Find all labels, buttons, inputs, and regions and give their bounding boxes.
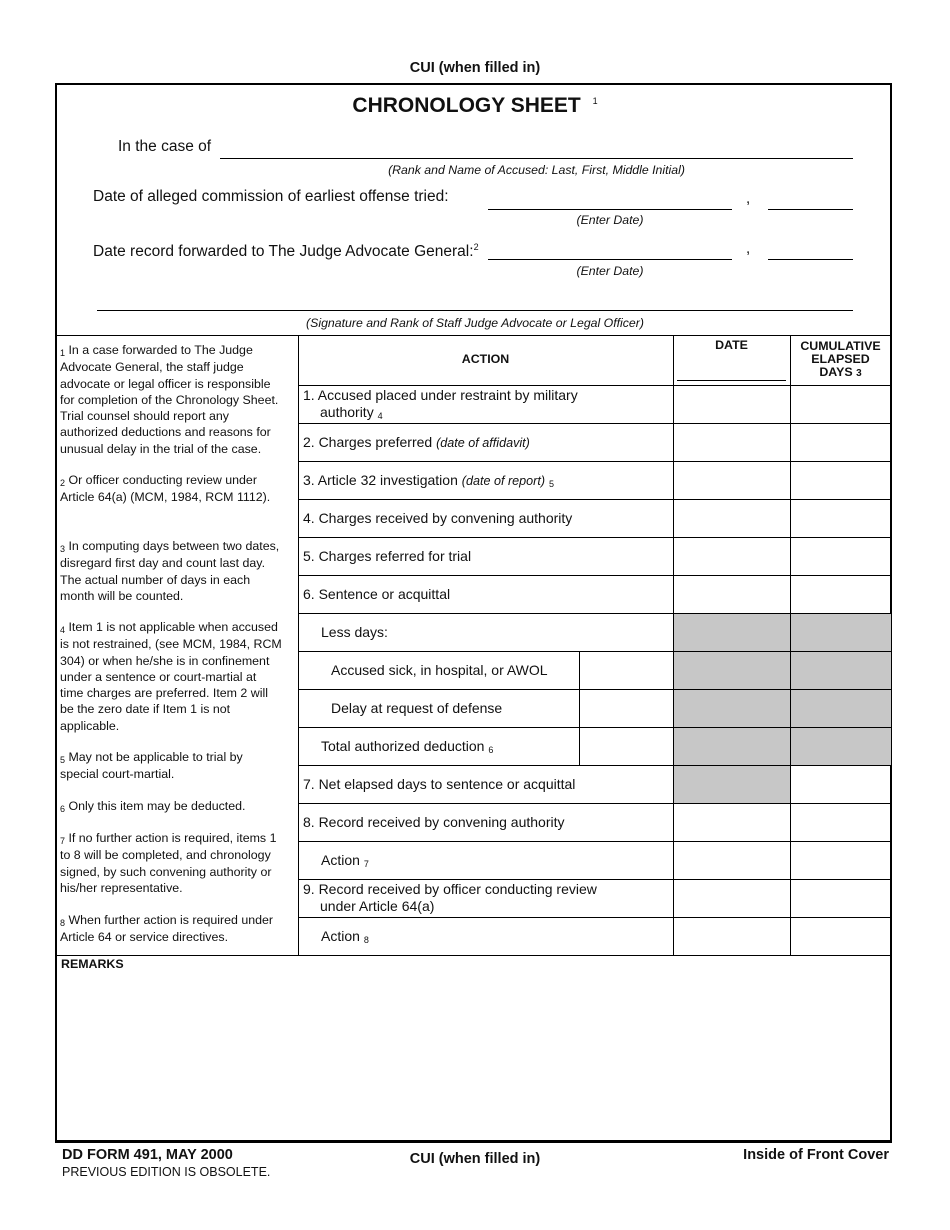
footnote-2: [60, 472, 282, 506]
row-2-label: [303, 434, 530, 452]
offense-date-field[interactable]: [488, 209, 732, 210]
forwarded-date-comma: ,: [746, 240, 751, 257]
footnote-text: In a case forwarded to The Judge Advocate General, the staff judge advocate or legal officer is responsible for completion of the Chronology Sheet. Trial counsel should report any authorized deductions and reasons for unusual delay in the trial of the case.: [60, 343, 279, 456]
table-bottom-border: [56, 955, 891, 956]
row-total-deduction-label: [321, 738, 493, 757]
page-location: Inside of Front Cover: [743, 1147, 889, 1163]
row-divider: [298, 841, 891, 842]
footnote-num: 3: [60, 544, 66, 554]
row-8-action-footnote: 7: [363, 859, 369, 869]
table-header-bottom: [298, 385, 891, 386]
forwarded-date-label: [93, 242, 479, 261]
case-label: In the case of: [118, 138, 212, 155]
row-6-label: 6. Sentence or acquittal: [303, 586, 451, 602]
row-9-text2: under Article 64(a): [320, 898, 435, 914]
row-9-label: [303, 881, 597, 915]
row-9-text: 9. Record received by officer conducting review: [303, 881, 597, 897]
row-total-deduction-footnote: 6: [488, 745, 494, 755]
form-title-text: CHRONOLOGY SHEET: [352, 94, 581, 117]
row-divider: [298, 461, 891, 462]
footnote-6: [60, 798, 282, 815]
header-cum-line3: DAYS: [819, 365, 853, 379]
footnote-1: [60, 342, 282, 457]
footnote-8: [60, 912, 282, 946]
obsolete-note: PREVIOUS EDITION IS OBSOLETE.: [62, 1165, 271, 1179]
section-divider: [56, 335, 891, 336]
table-left-border: [298, 335, 299, 955]
row-1-text2: authority: [320, 404, 374, 420]
offense-date-label: Date of alleged commission of earliest offense tried:: [93, 188, 449, 205]
row-divider: [298, 499, 891, 500]
row-8-action-label: [321, 852, 369, 871]
footnote-text: In computing days between two dates, disregard first day and count last day. The actual number of days in each month will be counted.: [60, 539, 280, 603]
footnote-7: [60, 830, 282, 896]
footnote-3: [60, 538, 282, 604]
footnote-num: 5: [60, 755, 66, 765]
row-2-text: 2. Charges preferred: [303, 434, 433, 450]
footnote-text: Only this item may be deducted.: [68, 799, 246, 813]
footnote-num: 8: [60, 918, 66, 928]
footnote-text: Item 1 is not applicable when accused is not restrained, (see MCM, 1984, RCM 304) or when he/she is in confinement under a sentence or court-martial at time charges are preferred. Item 2 will be the zero date if Item 1 is not applicable.: [60, 620, 282, 733]
row-divider: [298, 879, 891, 880]
header-date: DATE: [715, 338, 748, 352]
offense-date-caption: (Enter Date): [576, 213, 644, 227]
row-divider: [298, 423, 891, 424]
footnote-5: [60, 749, 282, 783]
row-9-action-text: Action: [321, 928, 360, 944]
row-9-action-footnote: 8: [363, 935, 369, 945]
row-7-label: 7. Net elapsed days to sentence or acquittal: [303, 776, 576, 792]
header-action: ACTION: [461, 352, 510, 366]
date-header-underline: [677, 380, 786, 381]
row-3-footnote: 5: [548, 479, 554, 489]
row-divider: [298, 917, 891, 918]
header-cum-footnote: 3: [856, 368, 862, 379]
forwarded-year-field[interactable]: [768, 259, 853, 260]
row-divider: [298, 765, 891, 766]
row-5-label: 5. Charges referred for trial: [303, 548, 472, 564]
footnote-num: 2: [60, 478, 66, 488]
row-8-action-text: Action: [321, 852, 360, 868]
row-sick-label: Accused sick, in hospital, or AWOL: [331, 662, 548, 678]
footnote-num: 6: [60, 804, 66, 814]
row-total-deduction-text: Total authorized deduction: [321, 738, 485, 754]
deduction-days-col-border: [579, 651, 580, 765]
footnote-4: [60, 619, 282, 734]
row-less-days-label: Less days:: [321, 624, 388, 640]
cui-banner-bottom: CUI (when filled in): [409, 1151, 541, 1167]
form-id: DD FORM 491, MAY 2000: [62, 1147, 233, 1163]
row-divider: [298, 689, 891, 690]
header-cum-line1: CUMULATIVE: [800, 339, 881, 353]
case-caption: (Rank and Name of Accused: Last, First, Middle Initial): [388, 163, 685, 177]
forwarded-date-footnote-marker: 2: [473, 242, 479, 252]
cum-col-border: [790, 335, 791, 955]
forwarded-date-field[interactable]: [488, 259, 732, 260]
row-3-italic: (date of report): [461, 474, 546, 488]
row-8-label: 8. Record received by convening authority: [303, 814, 565, 830]
row-divider: [298, 651, 891, 652]
row-divider: [298, 613, 891, 614]
offense-year-field[interactable]: [768, 209, 853, 210]
row-1-label: [303, 387, 578, 423]
signature-caption: (Signature and Rank of Staff Judge Advocate or Legal Officer): [306, 316, 644, 330]
shaded-cell-net-date: [673, 765, 790, 803]
row-defense-delay-label: Delay at request of defense: [331, 700, 503, 716]
row-4-label: 4. Charges received by convening authority: [303, 510, 573, 526]
form-title: [0, 94, 950, 118]
remarks-field[interactable]: [60, 975, 886, 1135]
row-1-footnote: 4: [377, 411, 383, 421]
case-name-field[interactable]: [220, 158, 853, 159]
footnote-text: When further action is required under Article 64 or service directives.: [60, 913, 274, 945]
remarks-label: REMARKS: [61, 957, 124, 971]
header-cumulative: [790, 340, 891, 380]
forwarded-date-caption: (Enter Date): [576, 264, 644, 278]
footnote-text: May not be applicable to trial by special court-martial.: [60, 750, 243, 782]
row-divider: [298, 727, 891, 728]
signature-field[interactable]: [97, 310, 853, 311]
date-col-border: [673, 335, 674, 955]
row-2-italic: (date of affidavit): [436, 436, 530, 450]
row-divider: [298, 537, 891, 538]
footnote-text: If no further action is required, items 1 to 8 will be completed, and chronology signed, by such convening authority or his/her representative.: [60, 831, 277, 895]
row-1-text: 1. Accused placed under restraint by military: [303, 387, 578, 403]
row-3-label: [303, 472, 554, 491]
row-divider: [298, 575, 891, 576]
footnote-num: 7: [60, 836, 66, 846]
offense-date-comma: ,: [746, 190, 751, 207]
title-footnote-marker: 1: [592, 96, 598, 106]
forwarded-date-label-text: Date record forwarded to The Judge Advocate General:: [93, 243, 474, 261]
footnote-text: Or officer conducting review under Article 64(a) (MCM, 1984, RCM 1112).: [60, 473, 271, 505]
row-3-text: 3. Article 32 investigation: [303, 472, 458, 488]
footnote-num: 4: [60, 625, 66, 635]
footnote-num: 1: [60, 348, 66, 358]
cui-banner-top: CUI (when filled in): [409, 60, 541, 76]
row-divider: [298, 803, 891, 804]
header-cum-line2: ELAPSED: [811, 352, 870, 366]
row-9-action-label: [321, 928, 369, 947]
